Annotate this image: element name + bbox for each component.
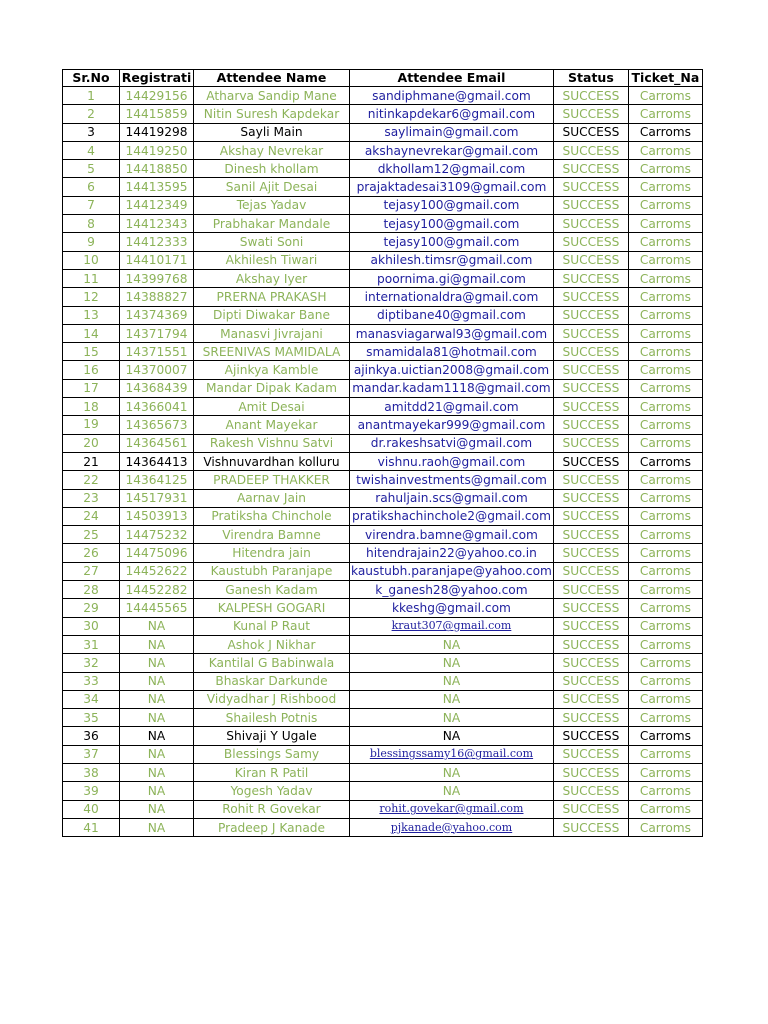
cell-status: SUCCESS — [553, 544, 628, 562]
cell-status: SUCCESS — [553, 709, 628, 727]
cell-attendee-name: Dipti Diwakar Bane — [194, 306, 350, 324]
cell-status: SUCCESS — [553, 581, 628, 599]
cell-attendee-name: Kunal P Raut — [194, 617, 350, 635]
cell-attendee-name: Dinesh khollam — [194, 160, 350, 178]
cell-registration: 14374369 — [120, 306, 194, 324]
cell-attendee-name: PRERNA PRAKASH — [194, 288, 350, 306]
cell-attendee-name: Rakesh Vishnu Satvi — [194, 434, 350, 452]
cell-status: SUCCESS — [553, 178, 628, 196]
table-row — [63, 562, 703, 580]
cell-sr-no: 40 — [63, 800, 120, 818]
cell-registration: 14452622 — [120, 562, 194, 580]
table-row — [63, 617, 703, 635]
table-row — [63, 398, 703, 416]
table-row — [63, 672, 703, 690]
cell-attendee-name: Virendra Bamne — [194, 526, 350, 544]
cell-status: SUCCESS — [553, 306, 628, 324]
cell-status: SUCCESS — [553, 324, 628, 342]
cell-sr-no: 34 — [63, 690, 120, 708]
cell-attendee-name: Shivaji Y Ugale — [194, 727, 350, 745]
cell-status: SUCCESS — [553, 745, 628, 763]
cell-attendee-name: Akshay Nevrekar — [194, 141, 350, 159]
cell-registration: 14364561 — [120, 434, 194, 452]
cell-sr-no: 20 — [63, 434, 120, 452]
cell-sr-no: 7 — [63, 196, 120, 214]
cell-ticket-name: Carroms — [628, 123, 702, 141]
cell-registration: NA — [120, 782, 194, 800]
table-row — [63, 379, 703, 397]
cell-registration: NA — [120, 745, 194, 763]
cell-registration: 14368439 — [120, 379, 194, 397]
cell-registration: 14419298 — [120, 123, 194, 141]
cell-attendee-email: twishainvestments@gmail.com — [350, 471, 554, 489]
cell-sr-no: 8 — [63, 215, 120, 233]
cell-ticket-name: Carroms — [628, 215, 702, 233]
cell-sr-no: 28 — [63, 581, 120, 599]
table-row — [63, 361, 703, 379]
cell-status: SUCCESS — [553, 507, 628, 525]
cell-status: SUCCESS — [553, 818, 628, 836]
cell-ticket-name: Carroms — [628, 562, 702, 580]
cell-attendee-email: nitinkapdekar6@gmail.com — [350, 105, 554, 123]
cell-ticket-name: Carroms — [628, 763, 702, 781]
cell-attendee-email: amitdd21@gmail.com — [350, 398, 554, 416]
cell-sr-no: 32 — [63, 654, 120, 672]
cell-sr-no: 12 — [63, 288, 120, 306]
cell-sr-no: 37 — [63, 745, 120, 763]
cell-attendee-email: vishnu.raoh@gmail.com — [350, 452, 554, 470]
cell-attendee-email: NA — [350, 782, 554, 800]
cell-attendee-name: Swati Soni — [194, 233, 350, 251]
cell-status: SUCCESS — [553, 763, 628, 781]
cell-ticket-name: Carroms — [628, 471, 702, 489]
cell-ticket-name: Carroms — [628, 269, 702, 287]
table-row — [63, 544, 703, 562]
cell-sr-no: 2 — [63, 105, 120, 123]
header-registration: Registrati — [120, 70, 194, 87]
cell-registration: 14371794 — [120, 324, 194, 342]
cell-registration: NA — [120, 617, 194, 635]
cell-ticket-name: Carroms — [628, 288, 702, 306]
cell-registration: 14418850 — [120, 160, 194, 178]
cell-registration: 14475096 — [120, 544, 194, 562]
cell-ticket-name: Carroms — [628, 617, 702, 635]
cell-attendee-name: Shailesh Potnis — [194, 709, 350, 727]
table-row — [63, 233, 703, 251]
cell-ticket-name: Carroms — [628, 141, 702, 159]
cell-ticket-name: Carroms — [628, 727, 702, 745]
cell-registration: NA — [120, 654, 194, 672]
attendee-table — [62, 69, 703, 837]
cell-registration: 14364413 — [120, 452, 194, 470]
cell-status: SUCCESS — [553, 489, 628, 507]
cell-status: SUCCESS — [553, 690, 628, 708]
cell-attendee-name: Hitendra jain — [194, 544, 350, 562]
cell-status: SUCCESS — [553, 562, 628, 580]
cell-sr-no: 3 — [63, 123, 120, 141]
cell-status: SUCCESS — [553, 105, 628, 123]
cell-status: SUCCESS — [553, 434, 628, 452]
cell-ticket-name: Carroms — [628, 507, 702, 525]
cell-ticket-name: Carroms — [628, 324, 702, 342]
cell-registration: 14517931 — [120, 489, 194, 507]
cell-status: SUCCESS — [553, 123, 628, 141]
cell-sr-no: 27 — [63, 562, 120, 580]
cell-attendee-email: NA — [350, 763, 554, 781]
cell-attendee-name: Kaustubh Paranjape — [194, 562, 350, 580]
cell-ticket-name: Carroms — [628, 233, 702, 251]
table-row — [63, 324, 703, 342]
cell-attendee-name: Akhilesh Tiwari — [194, 251, 350, 269]
cell-sr-no: 21 — [63, 452, 120, 470]
cell-attendee-name: Mandar Dipak Kadam — [194, 379, 350, 397]
cell-attendee-email: saylimain@gmail.com — [350, 123, 554, 141]
table-row — [63, 452, 703, 470]
cell-ticket-name: Carroms — [628, 581, 702, 599]
table-row — [63, 818, 703, 836]
cell-attendee-email: NA — [350, 672, 554, 690]
cell-attendee-name: Ganesh Kadam — [194, 581, 350, 599]
cell-attendee-email: rahuljain.scs@gmail.com — [350, 489, 554, 507]
cell-sr-no: 15 — [63, 343, 120, 361]
table-row — [63, 269, 703, 287]
cell-status: SUCCESS — [553, 800, 628, 818]
table-row — [63, 581, 703, 599]
cell-ticket-name: Carroms — [628, 800, 702, 818]
cell-sr-no: 30 — [63, 617, 120, 635]
table-row — [63, 471, 703, 489]
table-row — [63, 87, 703, 105]
cell-sr-no: 6 — [63, 178, 120, 196]
cell-registration: NA — [120, 818, 194, 836]
cell-sr-no: 31 — [63, 635, 120, 653]
table-row — [63, 434, 703, 452]
header-sr-no: Sr.No — [63, 70, 120, 87]
cell-ticket-name: Carroms — [628, 398, 702, 416]
cell-status: SUCCESS — [553, 361, 628, 379]
table-row — [63, 343, 703, 361]
table-header — [63, 70, 703, 87]
cell-status: SUCCESS — [553, 379, 628, 397]
cell-registration: 14412349 — [120, 196, 194, 214]
cell-sr-no: 41 — [63, 818, 120, 836]
cell-attendee-name: Sayli Main — [194, 123, 350, 141]
cell-registration: NA — [120, 763, 194, 781]
cell-registration: 14415859 — [120, 105, 194, 123]
cell-attendee-name: Aarnav Jain — [194, 489, 350, 507]
cell-sr-no: 11 — [63, 269, 120, 287]
cell-attendee-email: NA — [350, 690, 554, 708]
table-row — [63, 526, 703, 544]
table-row — [63, 416, 703, 434]
cell-status: SUCCESS — [553, 269, 628, 287]
cell-attendee-email: pratikshachinchole2@gmail.com — [350, 507, 554, 525]
cell-status: SUCCESS — [553, 635, 628, 653]
cell-registration: 14364125 — [120, 471, 194, 489]
cell-ticket-name: Carroms — [628, 526, 702, 544]
cell-sr-no: 29 — [63, 599, 120, 617]
cell-ticket-name: Carroms — [628, 690, 702, 708]
table-row — [63, 489, 703, 507]
cell-attendee-email: dkhollam12@gmail.com — [350, 160, 554, 178]
cell-status: SUCCESS — [553, 727, 628, 745]
cell-attendee-email: mandar.kadam1118@gmail.com — [350, 379, 554, 397]
cell-registration: 14419250 — [120, 141, 194, 159]
cell-registration: 14475232 — [120, 526, 194, 544]
cell-status: SUCCESS — [553, 471, 628, 489]
header-attendee-email: Attendee Email — [350, 70, 554, 87]
cell-attendee-email[interactable]: kraut307@gmail.com — [350, 617, 554, 635]
table-row — [63, 654, 703, 672]
cell-sr-no: 24 — [63, 507, 120, 525]
cell-sr-no: 1 — [63, 87, 120, 105]
cell-status: SUCCESS — [553, 215, 628, 233]
cell-attendee-name: Atharva Sandip Mane — [194, 87, 350, 105]
cell-attendee-name: Nitin Suresh Kapdekar — [194, 105, 350, 123]
cell-attendee-email[interactable]: blessingssamy16@gmail.com — [350, 745, 554, 763]
cell-status: SUCCESS — [553, 87, 628, 105]
cell-ticket-name: Carroms — [628, 160, 702, 178]
cell-attendee-name: Pratiksha Chinchole — [194, 507, 350, 525]
cell-attendee-name: Ashok J Nikhar — [194, 635, 350, 653]
header-attendee-name: Attendee Name — [194, 70, 350, 87]
header-row — [63, 70, 703, 87]
cell-attendee-email: diptibane40@gmail.com — [350, 306, 554, 324]
cell-attendee-email: akhilesh.timsr@gmail.com — [350, 251, 554, 269]
cell-attendee-name: Yogesh Yadav — [194, 782, 350, 800]
cell-registration: NA — [120, 672, 194, 690]
table-row — [63, 782, 703, 800]
cell-status: SUCCESS — [553, 196, 628, 214]
cell-ticket-name: Carroms — [628, 818, 702, 836]
table-row — [63, 215, 703, 233]
cell-ticket-name: Carroms — [628, 452, 702, 470]
cell-ticket-name: Carroms — [628, 489, 702, 507]
cell-registration: NA — [120, 690, 194, 708]
cell-attendee-name: Akshay Iyer — [194, 269, 350, 287]
cell-attendee-email: dr.rakeshsatvi@gmail.com — [350, 434, 554, 452]
table-row — [63, 507, 703, 525]
cell-attendee-email: tejasy100@gmail.com — [350, 196, 554, 214]
cell-attendee-email: poornima.gi@gmail.com — [350, 269, 554, 287]
cell-status: SUCCESS — [553, 288, 628, 306]
cell-attendee-email: ajinkya.uictian2008@gmail.com — [350, 361, 554, 379]
cell-registration: 14445565 — [120, 599, 194, 617]
cell-ticket-name: Carroms — [628, 544, 702, 562]
cell-ticket-name: Carroms — [628, 745, 702, 763]
cell-ticket-name: Carroms — [628, 434, 702, 452]
cell-status: SUCCESS — [553, 398, 628, 416]
cell-sr-no: 36 — [63, 727, 120, 745]
table-row — [63, 178, 703, 196]
cell-attendee-name: Anant Mayekar — [194, 416, 350, 434]
table-row — [63, 251, 703, 269]
table-body — [63, 87, 703, 837]
cell-registration: 14399768 — [120, 269, 194, 287]
cell-sr-no: 4 — [63, 141, 120, 159]
cell-ticket-name: Carroms — [628, 306, 702, 324]
cell-attendee-name: Kiran R Patil — [194, 763, 350, 781]
cell-status: SUCCESS — [553, 526, 628, 544]
cell-attendee-name: Sanil Ajit Desai — [194, 178, 350, 196]
cell-attendee-email: NA — [350, 635, 554, 653]
cell-attendee-email: manasviagarwal93@gmail.com — [350, 324, 554, 342]
cell-attendee-name: Pradeep J Kanade — [194, 818, 350, 836]
cell-ticket-name: Carroms — [628, 343, 702, 361]
cell-sr-no: 18 — [63, 398, 120, 416]
cell-attendee-email: tejasy100@gmail.com — [350, 233, 554, 251]
cell-ticket-name: Carroms — [628, 361, 702, 379]
table-row — [63, 288, 703, 306]
cell-status: SUCCESS — [553, 654, 628, 672]
cell-attendee-email: NA — [350, 709, 554, 727]
cell-attendee-name: Vidyadhar J Rishbood — [194, 690, 350, 708]
cell-registration: NA — [120, 635, 194, 653]
cell-sr-no: 13 — [63, 306, 120, 324]
table-row — [63, 800, 703, 818]
cell-status: SUCCESS — [553, 416, 628, 434]
cell-registration: 14452282 — [120, 581, 194, 599]
cell-attendee-name: Kantilal G Babinwala — [194, 654, 350, 672]
cell-sr-no: 25 — [63, 526, 120, 544]
table-row — [63, 763, 703, 781]
cell-attendee-name: Bhaskar Darkunde — [194, 672, 350, 690]
cell-status: SUCCESS — [553, 233, 628, 251]
cell-sr-no: 19 — [63, 416, 120, 434]
cell-attendee-name: Vishnuvardhan kolluru — [194, 452, 350, 470]
cell-sr-no: 35 — [63, 709, 120, 727]
cell-sr-no: 5 — [63, 160, 120, 178]
cell-status: SUCCESS — [553, 141, 628, 159]
cell-status: SUCCESS — [553, 672, 628, 690]
cell-status: SUCCESS — [553, 160, 628, 178]
cell-ticket-name: Carroms — [628, 599, 702, 617]
cell-attendee-name: KALPESH GOGARI — [194, 599, 350, 617]
cell-registration: 14429156 — [120, 87, 194, 105]
cell-attendee-email: kaustubh.paranjape@yahoo.com — [350, 562, 554, 580]
cell-attendee-name: PRADEEP THAKKER — [194, 471, 350, 489]
cell-attendee-email: virendra.bamne@gmail.com — [350, 526, 554, 544]
cell-attendee-name: SREENIVAS MAMIDALA — [194, 343, 350, 361]
header-ticket-name: Ticket_Na — [628, 70, 702, 87]
cell-registration: NA — [120, 727, 194, 745]
cell-attendee-name: Ajinkya Kamble — [194, 361, 350, 379]
cell-sr-no: 16 — [63, 361, 120, 379]
cell-sr-no: 33 — [63, 672, 120, 690]
cell-sr-no: 14 — [63, 324, 120, 342]
cell-ticket-name: Carroms — [628, 379, 702, 397]
cell-registration: 14371551 — [120, 343, 194, 361]
cell-registration: 14365673 — [120, 416, 194, 434]
cell-attendee-name: Amit Desai — [194, 398, 350, 416]
cell-ticket-name: Carroms — [628, 251, 702, 269]
cell-attendee-email: smamidala81@hotmail.com — [350, 343, 554, 361]
cell-attendee-email: hitendrajain22@yahoo.co.in — [350, 544, 554, 562]
table-row — [63, 690, 703, 708]
cell-attendee-email: anantmayekar999@gmail.com — [350, 416, 554, 434]
cell-sr-no: 23 — [63, 489, 120, 507]
cell-attendee-email: internationaldra@gmail.com — [350, 288, 554, 306]
cell-status: SUCCESS — [553, 251, 628, 269]
cell-status: SUCCESS — [553, 599, 628, 617]
table-row — [63, 141, 703, 159]
cell-ticket-name: Carroms — [628, 196, 702, 214]
table-row — [63, 745, 703, 763]
table-row — [63, 105, 703, 123]
cell-attendee-name: Prabhakar Mandale — [194, 215, 350, 233]
table-row — [63, 306, 703, 324]
cell-ticket-name: Carroms — [628, 654, 702, 672]
cell-attendee-email: tejasy100@gmail.com — [350, 215, 554, 233]
cell-sr-no: 22 — [63, 471, 120, 489]
cell-ticket-name: Carroms — [628, 672, 702, 690]
cell-registration: 14366041 — [120, 398, 194, 416]
cell-registration: 14388827 — [120, 288, 194, 306]
cell-ticket-name: Carroms — [628, 782, 702, 800]
cell-attendee-email: kkeshg@gmail.com — [350, 599, 554, 617]
table-row — [63, 196, 703, 214]
table-row — [63, 123, 703, 141]
cell-attendee-email[interactable]: pjkanade@yahoo.com — [350, 818, 554, 836]
cell-ticket-name: Carroms — [628, 709, 702, 727]
cell-attendee-email: NA — [350, 727, 554, 745]
cell-attendee-email: NA — [350, 654, 554, 672]
cell-sr-no: 39 — [63, 782, 120, 800]
cell-registration: 14503913 — [120, 507, 194, 525]
cell-sr-no: 26 — [63, 544, 120, 562]
cell-ticket-name: Carroms — [628, 87, 702, 105]
cell-sr-no: 17 — [63, 379, 120, 397]
cell-ticket-name: Carroms — [628, 635, 702, 653]
cell-registration: NA — [120, 800, 194, 818]
cell-ticket-name: Carroms — [628, 178, 702, 196]
table-row — [63, 709, 703, 727]
cell-attendee-email: akshaynevrekar@gmail.com — [350, 141, 554, 159]
cell-sr-no: 38 — [63, 763, 120, 781]
cell-attendee-email: sandiphmane@gmail.com — [350, 87, 554, 105]
cell-ticket-name: Carroms — [628, 105, 702, 123]
cell-status: SUCCESS — [553, 452, 628, 470]
cell-sr-no: 10 — [63, 251, 120, 269]
table-row — [63, 160, 703, 178]
table-row — [63, 635, 703, 653]
cell-registration: 14410171 — [120, 251, 194, 269]
table-row — [63, 727, 703, 745]
cell-sr-no: 9 — [63, 233, 120, 251]
cell-status: SUCCESS — [553, 343, 628, 361]
cell-registration: 14370007 — [120, 361, 194, 379]
table-row — [63, 599, 703, 617]
cell-status: SUCCESS — [553, 782, 628, 800]
cell-status: SUCCESS — [553, 617, 628, 635]
cell-attendee-name: Tejas Yadav — [194, 196, 350, 214]
cell-attendee-name: Blessings Samy — [194, 745, 350, 763]
cell-registration: 14412333 — [120, 233, 194, 251]
cell-attendee-name: Rohit R Govekar — [194, 800, 350, 818]
header-status: Status — [553, 70, 628, 87]
cell-registration: 14413595 — [120, 178, 194, 196]
cell-attendee-email[interactable]: rohit.govekar@gmail.com — [350, 800, 554, 818]
cell-registration: 14412343 — [120, 215, 194, 233]
cell-ticket-name: Carroms — [628, 416, 702, 434]
cell-attendee-email: k_ganesh28@yahoo.com — [350, 581, 554, 599]
cell-attendee-email: prajaktadesai3109@gmail.com — [350, 178, 554, 196]
cell-attendee-name: Manasvi Jivrajani — [194, 324, 350, 342]
cell-registration: NA — [120, 709, 194, 727]
